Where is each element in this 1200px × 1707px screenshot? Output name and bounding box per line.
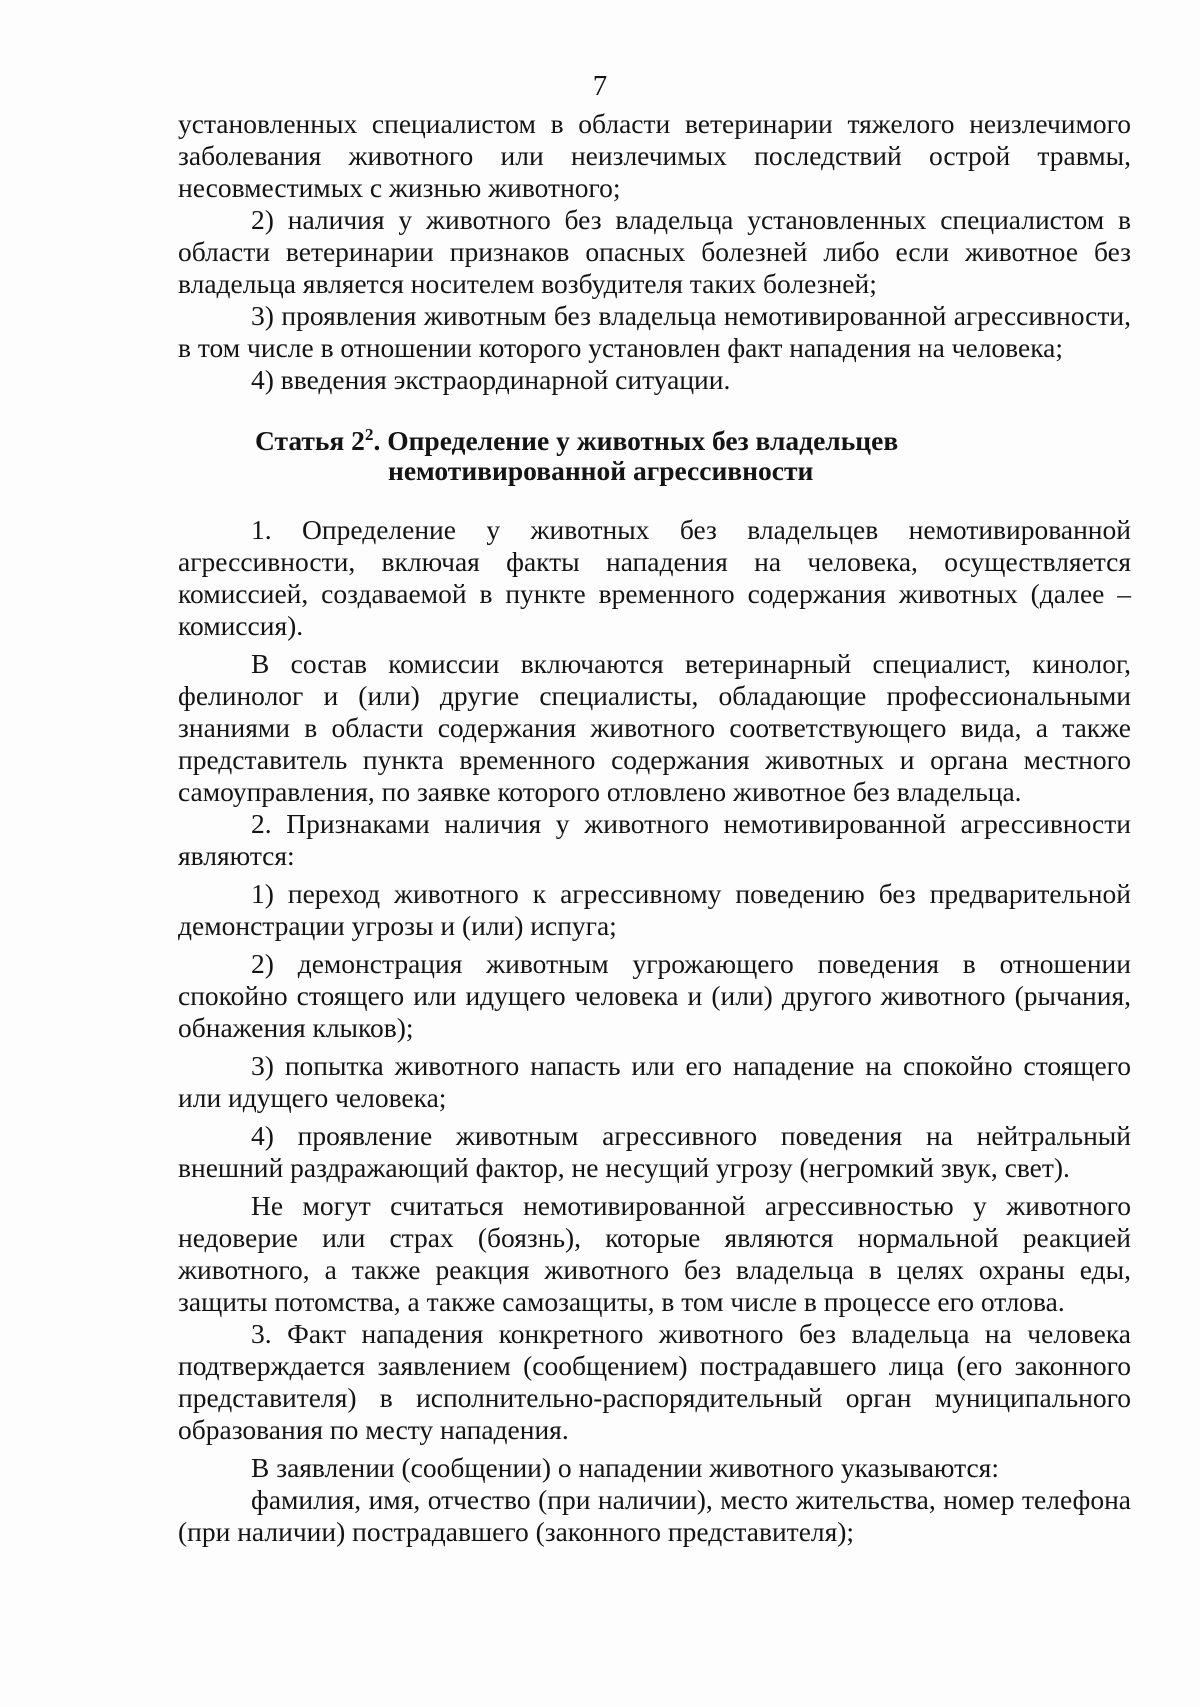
- sign-item-3: 3) попытка животного напасть или его нападение на спокойно стоящего или идущего человека;: [178, 1050, 1131, 1113]
- article-heading: [178, 426, 1131, 486]
- page-number: 7: [592, 70, 608, 102]
- list-item-3: 3) проявления животным без владельца немотивированной агрессивности, в том числе в отношении которого установлен факт нападения на человека;: [178, 300, 1131, 363]
- paragraph-exclusions: Не могут считаться немотивированной агрессивностью у животного недоверие или страх (боязнь), которые являются нормальной реакцией животного, а также реакция животного без владельца в целях охраны еды, защиты потомства, а также самозащиты, в том числе в процессе его отлова.: [178, 1190, 1131, 1317]
- paragraph-statement: В заявлении (сообщении) о нападении животного указываются:: [251, 1452, 999, 1483]
- article-prefix: Статья 2: [255, 425, 365, 456]
- paragraph-continuation: установленных специалистом в области ветеринарии тяжелого неизлечимого заболевания животного или неизлечимых последствий острой травмы, несовместимых с жизнью животного;: [178, 108, 1131, 203]
- article-superscript: 2: [364, 424, 374, 444]
- sign-item-2: 2) демонстрация животным угрожающего поведения в отношении спокойно стоящего или идущего человека и (или) другого животного (рычания, обнажения клыков);: [178, 948, 1131, 1043]
- paragraph-statement-fields: фамилия, имя, отчество (при наличии), место жительства, номер телефона (при наличии) пострадавшего (законного представителя);: [178, 1484, 1131, 1547]
- sign-item-4: 4) проявление животным агрессивного поведения на нейтральный внешний раздражающий фактор, не несущий угрозу (негромкий звук, свет).: [178, 1120, 1131, 1183]
- paragraph-1: 1. Определение у животных без владельцев немотивированной агрессивности, включая факты нападения на человека, осуществляется комиссией, создаваемой в пункте временного содержания животных (далее – комиссия).: [178, 514, 1131, 641]
- paragraph-commission: В состав комиссии включаются ветеринарный специалист, кинолог, фелинолог и (или) другие специалисты, обладающие профессиональными знаниями в области содержания животного соответствующего вида, а также представитель пункта временного содержания животных и органа местного самоуправления, по заявке которого отловлено животное без владельца.: [178, 648, 1131, 807]
- document-body: [178, 108, 1131, 1548]
- list-item-2: 2) наличия у животного без владельца установленных специалистом в области ветеринарии признаков опасных болезней либо если животное без владельца является носителем возбудителя таких болезней;: [178, 204, 1131, 299]
- article-title-line2: немотивированной агрессивности: [388, 455, 814, 486]
- article-title-line1: . Определение у животных без владельцев: [373, 425, 899, 456]
- list-item-4: 4) введения экстраординарной ситуации.: [251, 364, 731, 395]
- article-heading-line1: [178, 426, 1131, 456]
- sign-item-1: 1) переход животного к агрессивному поведению без предварительной демонстрации угрозы и (или) испуга;: [178, 878, 1131, 941]
- paragraph-2: 2. Признаками наличия у животного немотивированной агрессивности являются:: [178, 808, 1131, 871]
- paragraph-3: 3. Факт нападения конкретного животного без владельца на человека подтверждается заявлением (сообщением) пострадавшего лица (его законного представителя) в исполнительно-распорядительный орган муниципального образования по месту нападения.: [178, 1318, 1131, 1445]
